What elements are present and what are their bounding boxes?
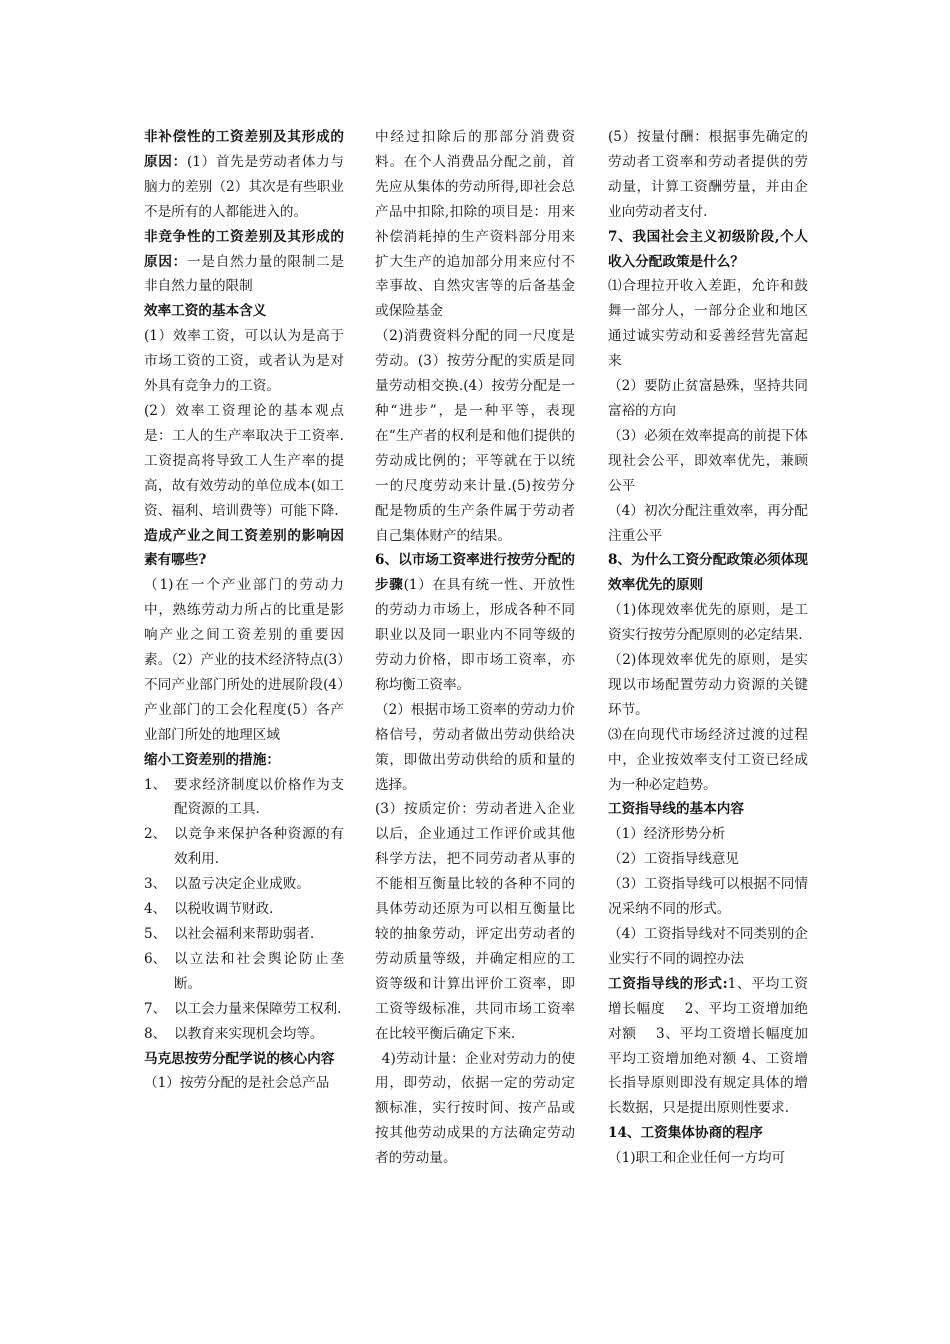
section-heading: 缩小工资差别的措施： <box>144 751 280 768</box>
list-text: 以工会力量来保障劳工权利. <box>174 1000 342 1017</box>
paragraph: 中经过扣除后的那部分消费资料。在个人消费品分配之前，首先应从集体的劳动所得,即社会总产品中扣除,扣除的项目是：用来补偿消耗掉的生产资料部分用来扩大生产的追加部分用来应付不幸事故、自然灾害等的后备基金或保险基金 <box>375 129 575 320</box>
section-heading: 非竞争性的工资差别及其形成的原因： <box>144 228 344 270</box>
list-number: 3、 <box>144 876 167 893</box>
list-item <box>144 922 344 947</box>
section-heading: 效率工资的基本含义 <box>144 303 267 320</box>
list-text: 以社会福利来帮助弱者. <box>174 926 315 942</box>
section-heading: 7、我国社会主义初级阶段,个人收入分配政策是什么？ <box>608 228 808 270</box>
paragraph-text: 一是自然力量的限制二是非自然力量的限制 <box>144 253 345 295</box>
paragraph: （1)在一个产业部门的劳动力中，熟练劳动力所占的比重是影响产业之间工资差别的重要因素。（2）产业的技术经济特点(3）不同产业部门所处的进展阶段(4）产业部门的工会化程度(5）各产业部门所处的地理区域 <box>144 577 344 743</box>
paragraph: （2）根据市场工资率的劳动力价格信号，劳动者做出劳动供给决策，即做出劳动供给的质和量的选择。 <box>375 701 575 793</box>
paragraph: （2)消费资料分配的同一尺度是劳动。(3）按劳分配的实质是同量劳动相交换.(4）按劳分配是一种“进步”，是一种平等，表现在“生产者的权利是和他们提供的劳动成比例的；平等就在于以统一的尺度劳动来计量.(5)按劳分配是物质的生产条件属于劳动者自己集体财产的结果。 <box>375 328 575 544</box>
list-number: 8、 <box>144 1025 167 1042</box>
list-text: 以立法和社会舆论防止垄断。 <box>174 950 344 992</box>
paragraph: （3）必须在效率提高的前提下体现社会公平，即效率优先，兼顾公平 <box>608 427 808 494</box>
paragraph: （1)职工和企业任何一方均可 <box>608 1150 786 1167</box>
paragraph <box>375 548 575 697</box>
section-heading: 工资指导线的形式: <box>608 975 728 992</box>
paragraph-text: (1）首先是劳动者体力与脑力的差别（2）其次是有些职业不是所有的人都能进入的。 <box>144 153 345 220</box>
list-number: 6、 <box>144 950 167 967</box>
paragraph: (1）效率工资，可以认为是高于市场工资的工资，或者认为是对外具有竞争力的工资。 <box>144 328 344 395</box>
paragraph <box>144 225 344 300</box>
paragraph: （2）工资指导线意见 <box>608 851 739 868</box>
paragraph: （2）要防止贫富悬殊，坚持共同富裕的方向 <box>608 378 808 419</box>
paragraph: （4）初次分配注重效率，再分配注重公平 <box>608 502 808 544</box>
paragraph: （1）按劳分配的是社会总产品 <box>144 1075 330 1092</box>
paragraph: （4）工资指导线对不同类别的企业实行不同的调控办法 <box>608 926 808 967</box>
list-text: 以教育来实现机会均等。 <box>174 1025 324 1042</box>
list-number: 1、 <box>144 776 167 793</box>
column-2 <box>375 125 575 1171</box>
list-item <box>144 1022 344 1047</box>
list-text: 以税收调节财政. <box>174 901 274 918</box>
measures-list <box>144 773 344 1047</box>
list-item <box>144 997 344 1022</box>
paragraph-text: 1、平均工资增长幅度 2、平均工资增加绝对额 3、平均工资增长幅度加平均工资增加绝对额 4、工资增长指导原则即没有规定具体的增长数据，只是提出原则性要求. <box>608 975 808 1117</box>
list-item <box>144 822 344 872</box>
paragraph: 4)劳动计量：企业对劳动力的使用，即劳动，依据一定的劳动定额标准，实行按时间、按产品或按其他劳动成果的方法确定劳动者的劳动量。 <box>375 1050 575 1167</box>
column-1 <box>144 125 344 1096</box>
list-item <box>144 773 344 823</box>
list-item <box>144 897 344 922</box>
paragraph: ⑴合理拉开收入差距，允许和鼓舞一部分人，一部分企业和地区通过诚实劳动和妥善经营先富起来 <box>608 278 808 370</box>
list-item <box>144 872 344 897</box>
paragraph: ⑶在向现代市场经济过渡的过程中，企业按效率支付工资已经成为一种必定趋势。 <box>608 726 808 793</box>
column-3 <box>608 125 808 1171</box>
section-heading: 8、为什么工资分配政策必须体现效率优先的原则 <box>608 552 808 594</box>
paragraph-text: (1）在具有统一性、开放性的劳动力市场上，形成各种不同职业以及同一职业内不同等级的劳动力价格，即市场工资率，亦称均衡工资率。 <box>375 577 576 693</box>
list-number: 5、 <box>144 926 167 942</box>
paragraph: （2)体现效率优先的原则，是实现以市场配置劳动力资源的关键环节。 <box>608 652 808 718</box>
list-text: 以盈亏决定企业成败。 <box>174 876 310 893</box>
list-text: 要求经济制度以价格作为支配资源的工具. <box>174 776 344 818</box>
section-heading: 非补偿性的工资差别及其形成的原因： <box>144 129 344 170</box>
paragraph: （1）经济形势分析 <box>608 826 726 843</box>
paragraph: (2）效率工资理论的基本观点是：工人的生产率取决于工资率.工资提高将导致工人生产率的提高，故有效劳动的单位成本(如工资、福利、培训费等）可能下降. <box>144 402 344 519</box>
list-item <box>144 947 344 997</box>
list-number: 2、 <box>144 826 167 843</box>
paragraph: （3）工资指导线可以根据不同情况采纳不同的形式。 <box>608 876 808 918</box>
paragraph <box>144 125 344 225</box>
section-heading: 马克思按劳分配学说的核心内容 <box>144 1050 335 1067</box>
list-number: 7、 <box>144 1000 167 1017</box>
section-heading: 14、工资集体协商的程序 <box>608 1125 763 1142</box>
section-heading: 造成产业之间工资差别的影响因素有哪些? <box>144 527 344 569</box>
list-text: 以竞争来保护各种资源的有效利用. <box>174 826 344 868</box>
paragraph: (5）按量付酬：根据事先确定的劳动者工资率和劳动者提供的劳动量，计算工资酬劳量，并由企业向劳动者支付. <box>608 129 808 220</box>
paragraph: (3）按质定价：劳动者进入企业以后，企业通过工作评价或其他科学方法，把不同劳动者从事的不能相互衡量比较的各种不同的具体劳动还原为可以相互衡量比较的抽象劳动，评定出劳动者的劳动质量等级，并确定相应的工资等级和计算出评价工资率，即工资等级标准，共同市场工资率在比较平衡后确定下来. <box>375 801 575 1042</box>
list-number: 4、 <box>144 901 167 918</box>
section-heading: 6、以市场工资率进行按劳分配的步骤 <box>375 552 575 594</box>
section-heading: 工资指导线的基本内容 <box>608 801 744 818</box>
paragraph: （1)体现效率优先的原则，是工资实行按劳分配原则的必定结果. <box>608 602 808 644</box>
paragraph <box>608 972 808 1121</box>
